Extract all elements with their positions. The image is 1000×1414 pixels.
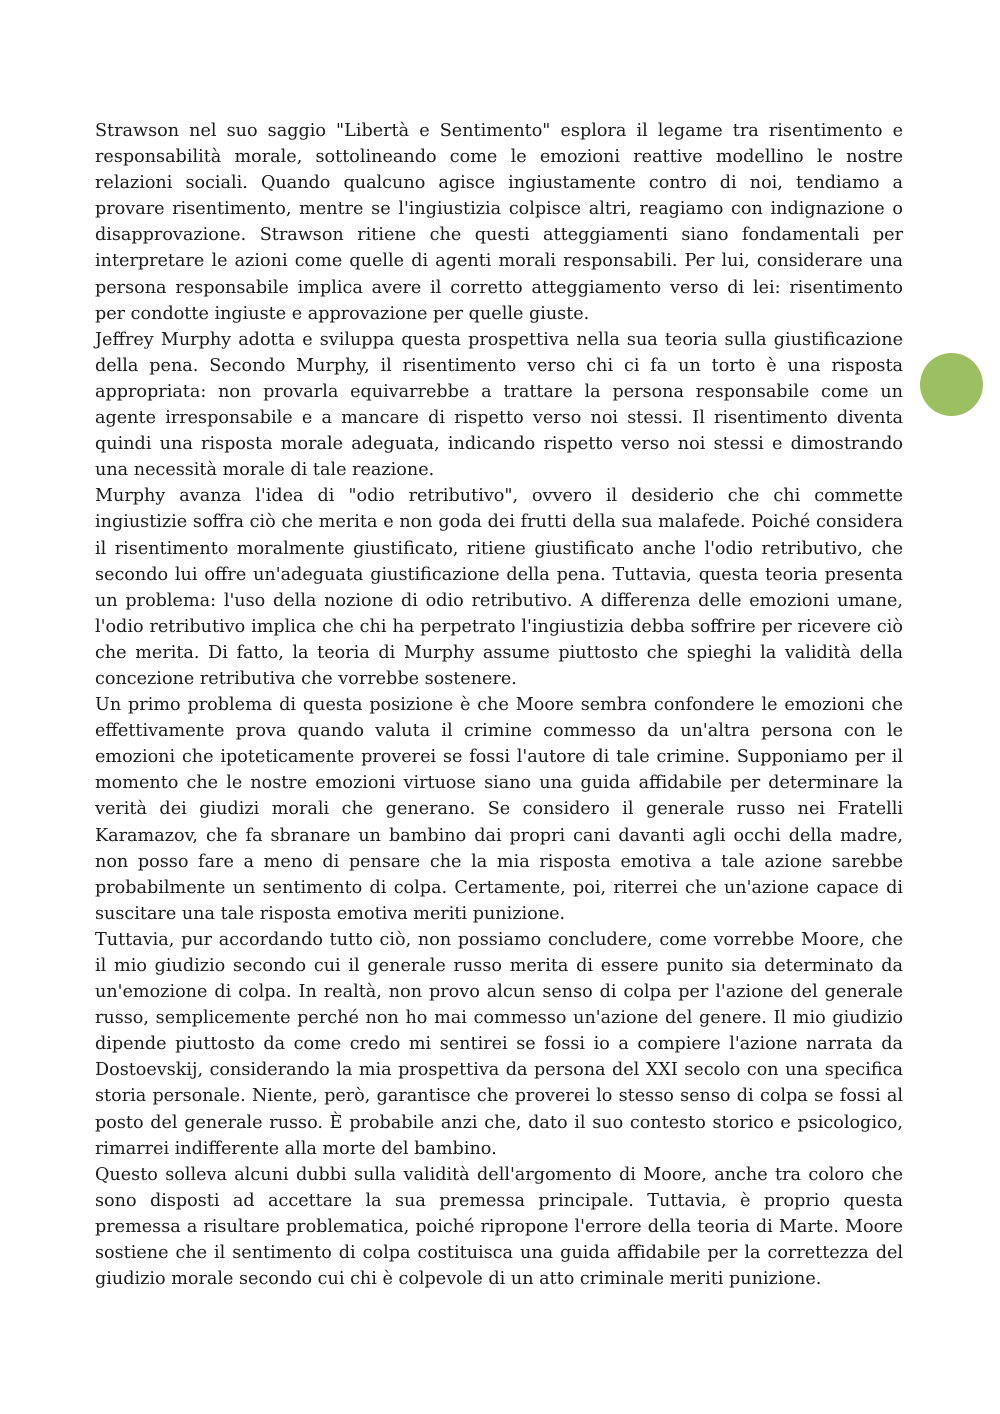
paragraph-russian-general: Tuttavia, pur accordando tutto ciò, non possiamo concludere, come vorrebbe Moore, che il mio giudizio secondo cui il generale russo merita di essere punito sia determinato da un'emozione di colpa. In realtà, non provo alcun senso di colpa per l'azione del generale russo, semplicemente perché non ho mai commesso un'azione del genere. Il mio giudizio dipende piuttosto da come credo mi sentirei se fossi io a compiere l'azione narrata da Dostoevskij, considerando la mia prospettiva da persona del XXI secolo con una specifica storia personale. Niente, però, garantisce che proverei lo stesso senso di colpa se fossi al posto del generale russo. È probabile anzi che, dato il suo contesto storico e psicologico, rimarrei indifferente alla morte del bambino.: [95, 929, 903, 1159]
body-text: [95, 118, 903, 1292]
paragraph-strawson: Strawson nel suo saggio "Libertà e Sentimento" esplora il legame tra risentimento e responsabilità morale, sottolineando come le emozioni reattive modellino le nostre relazioni sociali. Quando qualcuno agisce ingiustamente contro di noi, tendiamo a provare risentimento, mentre se l'ingiustizia colpisce altri, reagiamo con indignazione o disapprovazione. Strawson ritiene che questi atteggiamenti siano fondamentali per interpretare le azioni come quelle di agenti morali responsabili. Per lui, considerare una persona responsabile implica avere il corretto atteggiamento verso di lei: risentimento per condotte ingiuste e approvazione per quelle giuste.: [95, 121, 903, 324]
paragraph-murphy-resentment: Jeffrey Murphy adotta e sviluppa questa prospettiva nella sua teoria sulla giustificazione della pena. Secondo Murphy, il risentimento verso chi ci fa un torto è una risposta appropriata: non provarla equivarrebbe a trattare la persona responsabile come un agente irresponsabile e a mancare di rispetto verso noi stessi. Il risentimento diventa quindi una risposta morale adeguata, indicando rispetto verso noi stessi e dimostrando una necessità morale di tale reazione.: [95, 329, 903, 481]
paragraph-moore-problem: Un primo problema di questa posizione è che Moore sembra confondere le emozioni che effettivamente prova quando valuta il crimine commesso da un'altra persona con le emozioni che ipoteticamente proverei se fossi l'autore di tale crimine. Supponiamo per il momento che le nostre emozioni virtuose siano una guida affidabile per determinare la verità dei giudizi morali che generano. Se considero il generale russo nei Fratelli Karamazov, che fa sbranare un bambino dai propri cani davanti agli occhi della madre, non posso fare a meno di pensare che la mia risposta emotiva a tale azione sarebbe probabilmente un sentimento di colpa. Certamente, poi, riterrei che un'azione capace di suscitare una tale risposta emotiva meriti punizione.: [95, 695, 903, 924]
paragraph-retributive-hatred: Murphy avanza l'idea di "odio retributivo", ovvero il desiderio che chi commette ingiustizie soffra ciò che merita e non goda dei frutti della sua malafede. Poiché considera il risentimento moralmente giustificato, ritiene giustificato anche l'odio retributivo, che secondo lui offre un'adeguata giustificazione della pena. Tuttavia, questa teoria presenta un problema: l'uso della nozione di odio retributivo. A differenza delle emozioni umane, l'odio retributivo implica che chi ha perpetrato l'ingiustizia debba soffrire per ricevere ciò che merita. Di fatto, la teoria di Murphy assume piuttosto che spieghi la validità della concezione retributiva che vorrebbe sostenere.: [95, 486, 903, 689]
paragraph-moore-premise: Questo solleva alcuni dubbi sulla validità dell'argomento di Moore, anche tra coloro che sono disposti ad accettare la sua premessa principale. Tuttavia, è proprio questa premessa a risultare problematica, poiché ripropone l'errore della teoria di Marte. Moore sostiene che il sentimento di colpa costituisca una guida affidabile per la correttezza del giudizio morale secondo cui chi è colpevole di un atto criminale meriti punizione.: [95, 1164, 903, 1290]
decorative-green-circle: [920, 353, 983, 416]
